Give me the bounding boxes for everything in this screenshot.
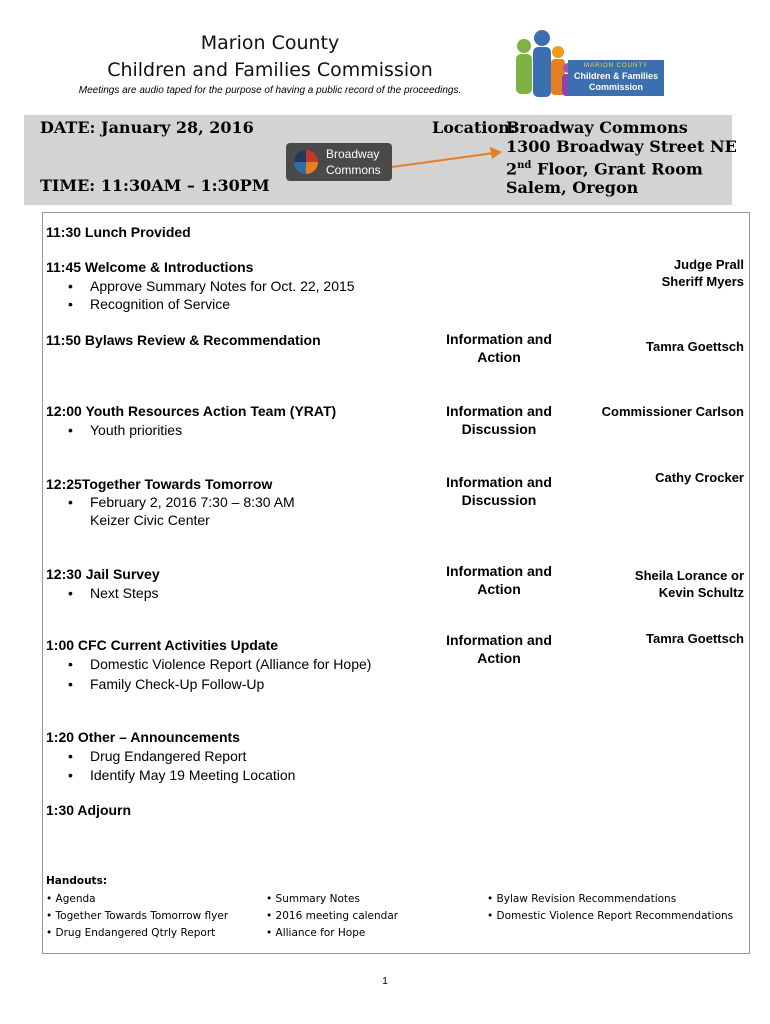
agenda-item-title: 11:45 Welcome & Introductions [46, 259, 254, 275]
meeting-date: DATE: January 28, 2016 [40, 118, 254, 137]
handout-item: • Alliance for Hope [266, 927, 366, 939]
agenda-action: Information and Discussion [446, 403, 552, 437]
location-city: Salem, Oregon [506, 178, 639, 198]
agenda-bullet: • Drug Endangered Report [90, 748, 246, 764]
agenda-bullet-continued: Keizer Civic Center [90, 512, 210, 528]
agenda-item-title: 12:25Together Towards Tomorrow [46, 476, 273, 492]
location-address [506, 118, 737, 197]
subtitle: Meetings are audio taped for the purpose of having a public record of the proceedings. [78, 85, 462, 96]
agenda-bullet: • Next Steps [90, 585, 158, 601]
handout-item: • Summary Notes [266, 893, 360, 905]
location-label: Location: [432, 118, 516, 137]
page-number: 1 [382, 976, 388, 987]
agenda-bullet: • Youth priorities [90, 422, 182, 438]
agenda-action: Information and Action [446, 331, 552, 365]
handout-item: • 2016 meeting calendar [266, 910, 399, 922]
handout-item: • Domestic Violence Report Recommendations [487, 910, 734, 922]
agenda-action: Information and Action [446, 563, 552, 597]
handouts-col2 [266, 891, 398, 942]
location-street: 1300 Broadway Street NE [506, 137, 737, 156]
title-line1: Marion County [200, 32, 340, 54]
agenda-bullet: • February 2, 2016 7:30 – 8:30 AM [90, 494, 295, 510]
agenda-action: Information and Discussion [446, 474, 552, 508]
commission-logo [510, 26, 670, 106]
agenda-item-title: 1:30 Adjourn [46, 802, 132, 818]
agenda-bullet: • Family Check-Up Follow-Up [90, 676, 264, 692]
agenda-item-title: 12:00 Youth Resources Action Team (YRAT) [46, 403, 337, 419]
agenda-presenter: Cathy Crocker [655, 470, 744, 485]
agenda-bullet: • Identify May 19 Meeting Location [90, 767, 295, 783]
handout-item: • Together Towards Tomorrow flyer [46, 910, 229, 922]
handout-item: • Drug Endangered Qtrly Report [46, 927, 216, 939]
logo-label: MARION COUNTY Children & Families Commission [568, 60, 664, 96]
handouts-col3 [487, 891, 733, 925]
arrow-icon [390, 145, 510, 175]
agenda-item-title: 12:30 Jail Survey [46, 566, 160, 582]
handout-item: • Bylaw Revision Recommendations [487, 893, 677, 905]
agenda-bullet: • Recognition of Service [90, 296, 230, 312]
handouts-col1 [46, 891, 228, 942]
handout-item: • Agenda [46, 893, 96, 905]
agenda-presenter: Tamra Goettsch [645, 631, 744, 646]
handouts-title: Handouts: [46, 875, 108, 887]
meeting-time: TIME: 11:30AM – 1:30PM [40, 176, 270, 195]
agenda-item-title: 1:00 CFC Current Activities Update [46, 637, 279, 653]
agenda-presenter: Commissioner Carlson [601, 404, 744, 419]
broadway-commons-badge: Broadway Commons [286, 143, 392, 181]
location-floor: 2nd Floor, Grant Room [506, 159, 703, 179]
agenda-action: Information and Action [446, 632, 552, 666]
title-line2: Children and Families Commission [107, 59, 433, 81]
agenda-presenter: Judge Prall Sheriff Myers [661, 257, 744, 289]
agenda-item-title: 11:30 Lunch Provided [46, 224, 191, 240]
agenda-bullet: • Domestic Violence Report (Alliance for Hope) [90, 656, 371, 672]
location-name: Broadway Commons [506, 118, 688, 137]
agenda-item-title: 1:20 Other – Announcements [46, 729, 240, 745]
agenda-item-title: 11:50 Bylaws Review & Recommendation [46, 332, 321, 348]
agenda-presenter: Tamra Goettsch [645, 339, 744, 354]
agenda-bullet: • Approve Summary Notes for Oct. 22, 2015 [90, 278, 355, 294]
broadway-wheel-icon [294, 150, 318, 174]
agenda-presenter: Sheila Lorance or Kevin Schultz [634, 568, 744, 600]
